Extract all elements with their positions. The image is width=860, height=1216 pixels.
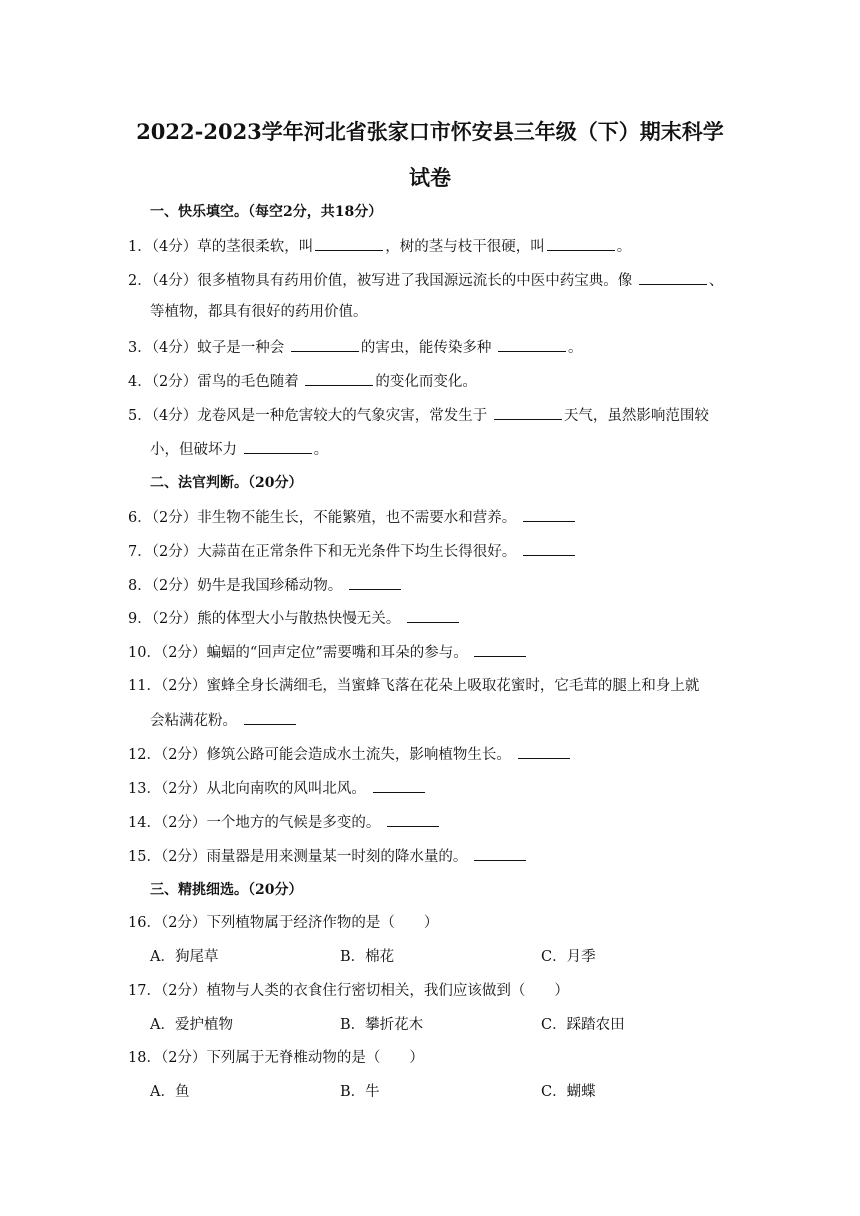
question-2: 2．（4分）很多植物具有药用价值，被写进了我国源远流长的中医中药宝典。像 、 — [128, 270, 723, 291]
question-14: 14．（2分）一个地方的气候是多变的。 — [128, 812, 441, 833]
option-a[interactable]: A．鱼 — [150, 1084, 190, 1100]
section-heading-choice: 三、精挑细选。（20分） — [150, 882, 303, 898]
question-4: 4．（2分）雷鸟的毛色随着 的变化而变化。 — [128, 371, 477, 392]
question-5-cont: 小，但破坏力 。 — [150, 439, 328, 460]
exam-title-line1: 2022-2023学年河北省张家口市怀安县三年级（下）期末科学 — [136, 119, 724, 144]
question-9: 9．（2分）熊的体型大小与散热快慢无关。 — [128, 608, 461, 629]
question-13: 13．（2分）从北向南吹的风叫北风。 — [128, 778, 427, 799]
option-c[interactable]: C．蝴蝶 — [541, 1084, 596, 1100]
answer-blank[interactable] — [373, 778, 425, 793]
answer-blank[interactable] — [387, 812, 439, 827]
section-heading-judge: 二、法官判断。（20分） — [150, 475, 303, 491]
option-b[interactable]: B．棉花 — [340, 949, 395, 965]
question-2-cont: 等植物，都具有很好的药用价值。 — [150, 304, 368, 320]
question-16: 16．（2分）下列植物属于经济作物的是（ ） — [128, 915, 439, 931]
question-17: 17．（2分）植物与人类的衣食住行密切相关，我们应该做到（ ） — [128, 983, 569, 999]
answer-blank[interactable] — [305, 371, 373, 386]
section-heading-fill-in: 一、快乐填空。（每空2分，共18分） — [150, 204, 383, 220]
question-7: 7．（2分）大蒜苗在正常条件下和无光条件下均生长得很好。 — [128, 541, 577, 562]
answer-blank[interactable] — [523, 541, 575, 556]
answer-blank[interactable] — [547, 236, 615, 251]
question-3: 3．（4分）蚊子是一种会 的害虫，能传染多种 。 — [128, 337, 582, 358]
question-15: 15．（2分）雨量器是用来测量某一时刻的降水量的。 — [128, 846, 528, 867]
option-b[interactable]: B．攀折花木 — [340, 1017, 424, 1033]
question-1: 1．（4分）草的茎很柔软，叫 ，树的茎与枝干很硬，叫 。 — [128, 236, 631, 257]
answer-blank[interactable] — [474, 846, 526, 861]
question-12: 12．（2分）修筑公路可能会造成水土流失，影响植物生长。 — [128, 744, 572, 765]
answer-blank[interactable] — [498, 337, 566, 352]
question-18: 18．（2分）下列属于无脊椎动物的是（ ） — [128, 1050, 424, 1066]
answer-blank[interactable] — [349, 575, 401, 590]
answer-blank[interactable] — [523, 507, 575, 522]
question-10: 10．（2分）蝙蝠的“回声定位”需要嘴和耳朵的参与。 — [128, 642, 528, 663]
answer-blank[interactable] — [291, 337, 359, 352]
option-a[interactable]: A．狗尾草 — [150, 949, 219, 965]
option-a[interactable]: A．爱护植物 — [150, 1017, 233, 1033]
option-c[interactable]: C．月季 — [541, 949, 596, 965]
answer-blank[interactable] — [407, 608, 459, 623]
answer-blank[interactable] — [474, 642, 526, 657]
question-11: 11．（2分）蜜蜂全身长满细毛，当蜜蜂飞落在花朵上吸取花蜜时，它毛茸的腿上和身上就 — [128, 678, 700, 694]
answer-blank[interactable] — [494, 405, 562, 420]
question-8: 8．（2分）奶牛是我国珍稀动物。 — [128, 575, 403, 596]
question-5: 5．（4分）龙卷风是一种危害较大的气象灾害，常发生于 天气，虽然影响范围较 — [128, 405, 709, 426]
answer-blank[interactable] — [518, 744, 570, 759]
option-c[interactable]: C．踩踏农田 — [541, 1017, 625, 1033]
question-6: 6．（2分）非生物不能生长，不能繁殖，也不需要水和营养。 — [128, 507, 577, 528]
exam-title-line2: 试卷 — [409, 165, 451, 190]
answer-blank[interactable] — [244, 439, 312, 454]
option-b[interactable]: B．牛 — [340, 1084, 380, 1100]
answer-blank[interactable] — [244, 710, 296, 725]
answer-blank[interactable] — [315, 236, 383, 251]
answer-blank[interactable] — [639, 270, 707, 285]
question-11-cont: 会粘满花粉。 — [150, 710, 298, 731]
